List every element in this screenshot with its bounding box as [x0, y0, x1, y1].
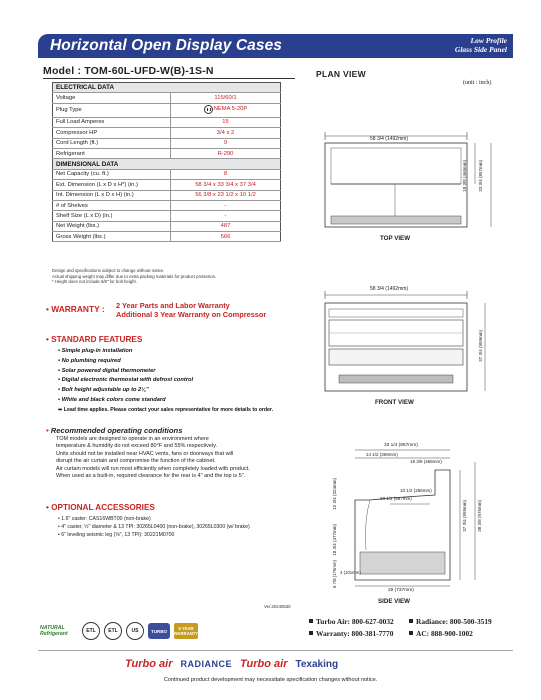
spec-label: Refrigerant: [53, 148, 171, 158]
accessories-heading: • OPTIONAL ACCESSORIES: [46, 503, 155, 512]
contacts: [309, 616, 492, 640]
recommended-line: temperature & humidity do not exceed 80°F and 55% respectively.: [56, 443, 218, 450]
spec-row: [53, 221, 281, 231]
plug-type-value: NEMA 5-20P: [213, 106, 248, 113]
spec-row: [53, 117, 281, 127]
note-line: * Height does not include 5/8" for bolt height.: [52, 279, 137, 285]
version-label: Ver.20240530: [264, 604, 291, 609]
radiance-logo: RADIANCE: [180, 659, 232, 669]
front-view-label: FRONT VIEW: [375, 399, 414, 406]
side-d1-dim: 14 1/2 (369mm): [366, 452, 398, 457]
spec-value: 8: [171, 169, 281, 179]
footer-note: Continued product development may necessitate specification changes without notice.: [163, 677, 378, 683]
warranty-text: [116, 302, 266, 320]
natural-refrigerant-badge: NATURAL Refrigerant: [40, 625, 68, 637]
spec-label: Int. Dimension (L x D x H) (in.): [53, 190, 171, 200]
spec-value: 566: [171, 232, 281, 242]
top-depth1-dim: 18 3/8 (466mm): [462, 160, 467, 192]
plan-view-heading: PLAN VIEW: [316, 69, 366, 79]
turbo-air-logo: Turbo air: [125, 658, 173, 670]
spec-label: Compressor HP: [53, 128, 171, 138]
accessories-list: [58, 515, 250, 540]
note-line: Actual shipping weight may differ due to extra packing materials for product protection.: [52, 273, 217, 279]
spec-row: [53, 103, 281, 117]
warranty-badge: 5 YEAR WARRANTY: [174, 623, 198, 639]
turbo-air-badge: TURBO: [148, 623, 170, 639]
spec-row: [53, 180, 281, 190]
spec-label: # of Shelves: [53, 200, 171, 210]
plug-icon: [204, 105, 213, 114]
contact-warranty: Warranty: 800-381-7770: [309, 628, 409, 640]
spec-label: Plug Type: [53, 103, 171, 117]
model-number: Model : TOM-60L-UFD-W(B)-1S-N: [43, 65, 214, 77]
recommended-line: disrupt the air curtain and compromise the function of the cabinet.: [56, 458, 216, 465]
side-view-label: SIDE VIEW: [378, 598, 410, 605]
side-d4-dim: 10 1/2 (266mm): [400, 488, 432, 493]
page-header: [38, 34, 513, 58]
spec-label: Shelf Size (L x D) (in.): [53, 211, 171, 221]
feature-item: • Bolt height adjustable up to 2¼": [58, 387, 149, 394]
spec-value: 3/4 x 2: [171, 128, 281, 138]
front-view-drawing: [315, 285, 505, 395]
side-total2-dim: 38 3/8 (975mm): [477, 500, 482, 532]
spec-row: [53, 128, 281, 138]
warranty-line-2: Additional 3 Year Warranty on Compressor: [116, 309, 267, 319]
accessory-item: • 1.6" caster: CAS16WBT00 (non-brake): [58, 516, 151, 522]
brands-divider: [38, 650, 513, 651]
spec-value: [171, 103, 281, 117]
electrical-data-header: [53, 83, 281, 93]
spec-label: Full Load Amperes: [53, 117, 171, 127]
spec-value: 487: [171, 221, 281, 231]
warranty-label: • WARRANTY :: [46, 304, 105, 314]
page-title: Horizontal Open Display Cases: [50, 37, 283, 54]
spec-label: Voltage: [53, 93, 171, 103]
side-depth-dim: 33 1/4 (857mm): [384, 443, 418, 448]
contact-turbo-air: Turbo Air: 800-627-0032: [309, 616, 409, 628]
spec-notes: [52, 268, 216, 285]
feature-item: • Solar powered digital thermometer: [58, 367, 156, 374]
accessory-item: • 6" leveling seismic leg (⅝", 13 TPI): 30221M0700: [58, 532, 175, 539]
spec-value: 56 3/8 x 23 1/2 x 10 1/2: [171, 190, 281, 200]
spec-label: Ext. Dimension (L x D x H*) (in.): [53, 180, 171, 190]
top-view-label: TOP VIEW: [380, 235, 411, 242]
spec-row: [53, 190, 281, 200]
spec-row: [53, 232, 281, 242]
warranty-line-1: 2 Year Parts and Labor Warranty: [116, 301, 230, 310]
spec-label: Cord Length (ft.): [53, 138, 171, 148]
feature-item: • Digital electronic thermostat with defrost control: [58, 377, 194, 384]
recommended-text: [56, 436, 296, 480]
spec-value: 15: [171, 117, 281, 127]
unit-note: (unit : inch): [463, 80, 492, 86]
csa-badge: US: [126, 622, 144, 640]
section-header: ELECTRICAL DATA: [53, 83, 281, 93]
side-h3-dim: 6 7/8 (175mm): [332, 560, 337, 588]
dimensional-data-header: [53, 159, 281, 169]
spec-label: Net Weight (lbs.): [53, 221, 171, 231]
top-view-drawing: [315, 128, 505, 238]
lead-time-note: ➡ Lead time applies. Please contact your sales representative for more details to order.: [58, 406, 274, 413]
subtitle-line-1: Low Profile: [470, 36, 507, 45]
side-h4-dim: 4 (101mm): [340, 570, 361, 575]
spec-row: [53, 138, 281, 148]
subtitle-line-2: Glass Side Panel: [454, 45, 507, 54]
spec-row: [53, 93, 281, 103]
spec-value: 115/60/1: [171, 93, 281, 103]
spec-label: Gross Weight (lbs.): [53, 232, 171, 242]
feature-item: • No plumbing required: [58, 357, 121, 364]
recommended-line: When used as a built-in, required clearance for the rear is 4" and the top is 5".: [56, 473, 246, 480]
side-d3-dim: 23 1/2 (597mm): [380, 496, 412, 501]
section-header: DIMENSIONAL DATA: [53, 159, 281, 169]
spec-label: Net Capacity (cu. ft.): [53, 169, 171, 179]
recommended-heading: • Recommended operating conditions: [46, 426, 183, 435]
spec-row: [53, 148, 281, 158]
brand-logos: [125, 652, 338, 676]
spec-value: R-290: [171, 148, 281, 158]
top-width-dim: 58 3/4 (1492mm): [370, 136, 409, 142]
side-h2-dim: 18 3/4 (477mm): [332, 524, 337, 556]
note-line: Design and specifications subject to change without notice.: [52, 268, 165, 273]
side-h1-dim: 12 3/4 (324mm): [332, 478, 337, 510]
recommended-line: Air curtain models will run most efficiently when completely loaded with product.: [56, 465, 250, 472]
spec-value: -: [171, 211, 281, 221]
features-list: [58, 347, 273, 416]
front-width-dim: 58 3/4 (1492mm): [370, 286, 409, 292]
top-depth2-dim: 33 3/4 (857mm): [478, 160, 483, 192]
header-subtitle: [455, 36, 507, 54]
accessory-item: • 4" caster, ½" diameter & 13 TPI: 30265L0400 (non-brake), 30265L0300 (w/ brake): [58, 524, 250, 531]
spec-value: 58 3/4 x 33 3/4 x 37 3/4: [171, 180, 281, 190]
feature-item: • White and black colors come standard: [58, 396, 166, 403]
certification-badges: [40, 622, 198, 640]
texaking-logo: Texaking: [295, 658, 339, 670]
spec-value: -: [171, 200, 281, 210]
spec-row: [53, 169, 281, 179]
side-bottom-dim: 29 (737mm): [388, 588, 414, 593]
side-d2-dim: 18 3/8 (466mm): [410, 459, 442, 464]
etl-listed-badge: ETL: [104, 622, 122, 640]
spec-row: [53, 200, 281, 210]
contact-radiance: Radiance: 800-500-3519: [409, 616, 492, 628]
spec-value: 9: [171, 138, 281, 148]
recommended-line: Units should not be installed near HVAC vents, fans or doorways that will: [56, 450, 234, 457]
feature-item: • Simple plug-in installation: [58, 348, 133, 354]
spec-table: [52, 82, 281, 242]
spec-row: [53, 211, 281, 221]
recommended-line: TOM models are designed to operate in an environment where: [56, 436, 209, 442]
features-heading: • STANDARD FEATURES: [46, 335, 143, 344]
side-total1-dim: 37 3/4 (959mm): [462, 500, 467, 532]
turbo-air-logo-2: Turbo air: [240, 658, 288, 670]
contact-ac: AC: 888-900-1002: [409, 628, 473, 640]
model-divider: [43, 78, 295, 79]
front-height-dim: 37 3/4 (959mm): [478, 330, 483, 362]
etl-sanitation-badge: ETL: [82, 622, 100, 640]
